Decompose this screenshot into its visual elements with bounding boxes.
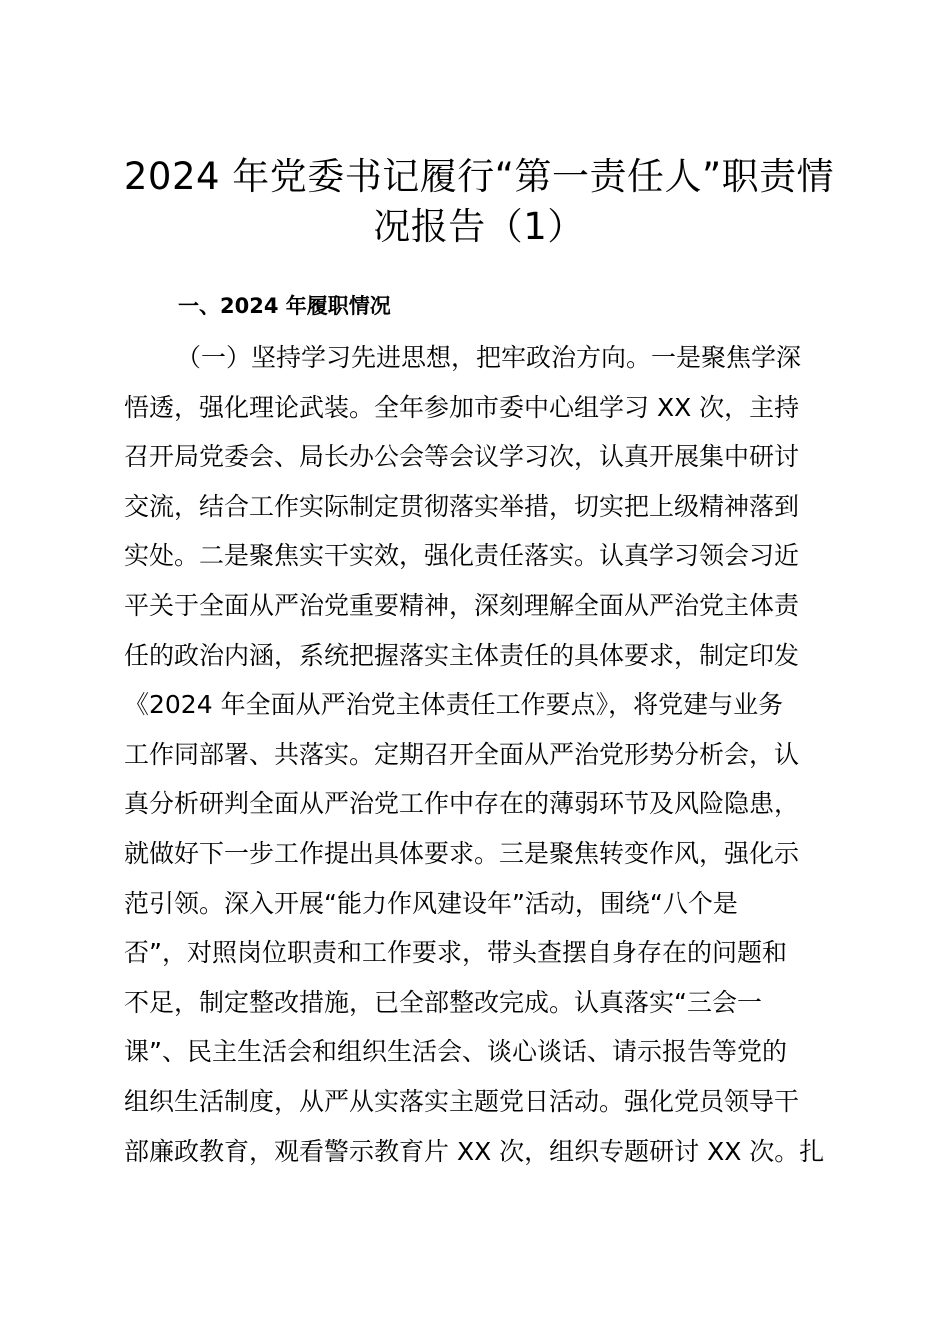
body-line: 平关于全面从严治党重要精神，深刻理解全面从严治党主体责 <box>124 590 800 620</box>
body-line: 就做好下一步工作提出具体要求。三是聚焦转变作风，强化示 <box>124 838 800 868</box>
body-line: 《2024 年全面从严治党主体责任工作要点》，将党建与业务 <box>124 690 784 720</box>
section-heading: 一、2024 年履职情况 <box>178 294 391 318</box>
body-line: （一）坚持学习先进思想，把牢政治方向。一是聚焦学深 <box>176 343 802 372</box>
title-line-2: 况报告（1） <box>373 205 585 248</box>
body-line: 工作同部署、共落实。定期召开全面从严治党形势分析会，认 <box>124 739 800 769</box>
body-line: 实处。二是聚焦实干实效，强化责任落实。认真学习领会习近 <box>124 541 800 571</box>
body-paragraph <box>124 333 844 1176</box>
body-line: 真分析研判全面从严治党工作中存在的薄弱环节及风险隐患， <box>124 789 800 819</box>
document-title <box>120 152 838 252</box>
title-line-1: 2024 年党委书记履行“第一责任人”职责情 <box>123 155 835 198</box>
body-line: 范引领。深入开展“能力作风建设年”活动，围绕“八个是 <box>124 888 738 918</box>
body-line: 组织生活制度，从严从实落实主题党日活动。强化党员领导干 <box>124 1086 800 1116</box>
body-line: 否”，对照岗位职责和工作要求，带头查摆自身存在的问题和 <box>124 938 787 968</box>
body-line: 交流，结合工作实际制定贯彻落实举措，切实把上级精神落到 <box>124 491 800 521</box>
body-line: 课”、民主生活会和组织生活会、谈心谈话、请示报告等党的 <box>124 1037 787 1067</box>
body-line: 任的政治内涵，系统把握落实主体责任的具体要求，制定印发 <box>124 640 800 670</box>
body-line: 不足，制定整改措施，已全部整改完成。认真落实“三会一 <box>124 987 762 1017</box>
body-line: 部廉政教育，观看警示教育片 XX 次，组织专题研讨 XX 次。扎 <box>124 1136 825 1166</box>
body-line: 召开局党委会、局长办公会等会议学习次，认真开展集中研讨 <box>124 442 800 472</box>
body-line: 悟透，强化理论武装。全年参加市委中心组学习 XX 次，主持 <box>124 392 800 422</box>
